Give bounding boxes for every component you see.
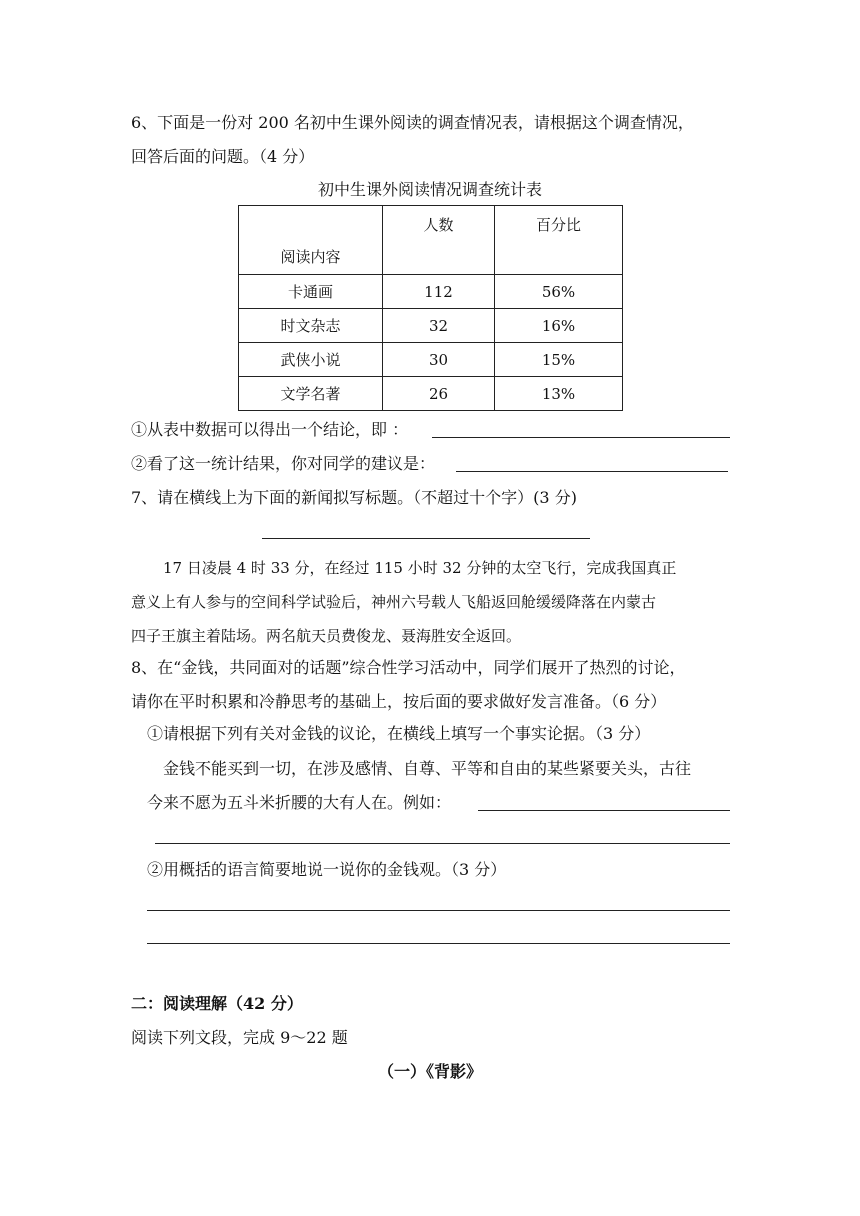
answer-line-q6-2[interactable] [456,471,728,472]
row-percent: 56% [495,275,623,309]
q7-news-line2: 意义上有人参与的空间科学试验后，神州六号载人飞船返回舱缓缓降落在内蒙古 [131,593,657,611]
row-count: 32 [383,309,495,343]
table-header-row [239,206,623,275]
q8-prompt-line1: 8、在“金钱，共同面对的话题”综合性学习活动中，同学们展开了热烈的讨论， [131,658,686,677]
section2-title: 二：阅读理解（42 分） [131,994,303,1013]
q6-sub2: ②看了这一统计结果，你对同学的建议是： [131,454,436,473]
q6-sub1: ①从表中数据可以得出一个结论，即 ： [131,420,409,439]
table-row [239,275,623,309]
row-count: 112 [383,275,495,309]
row-content: 武侠小说 [239,343,383,377]
q7-news-line3: 四子王旗主着陆场。两名航天员费俊龙、聂海胜安全返回。 [131,627,522,645]
header-cell-count [383,206,495,275]
reading-survey-table [238,205,623,411]
answer-line-q8-1a[interactable] [478,810,730,811]
answer-line-q8-1b[interactable] [155,843,730,844]
row-count: 26 [383,377,495,411]
row-content: 文学名著 [239,377,383,411]
q7-news-line1: 17 日凌晨 4 时 33 分，在经过 115 小时 32 分钟的太空飞行，完成我国真正 [163,559,677,577]
table-row [239,343,623,377]
row-percent: 16% [495,309,623,343]
answer-line-q6-1[interactable] [432,437,730,438]
q8-quote-line2: 今来不愿为五斗米折腰的大有人在。例如： [147,793,452,812]
row-content: 时文杂志 [239,309,383,343]
table-row [239,309,623,343]
table-row [239,377,623,411]
passage-title: （一）《背影》 [377,1062,482,1081]
table-title: 初中生课外阅读情况调查统计表 [317,180,542,199]
header-count-label: 人数 [423,216,454,234]
section2-instruction: 阅读下列文段，完成 9～22 题 [131,1028,348,1047]
answer-line-q8-2a[interactable] [147,910,730,911]
q8-sub2: ②用概括的语言简要地说一说你的金钱观。（3 分） [147,860,507,879]
row-count: 30 [383,343,495,377]
answer-line-q8-2b[interactable] [147,943,730,944]
q8-prompt-line2: 请你在平时积累和冷静思考的基础上，按后面的要求做好发言准备。（6 分） [131,692,667,711]
q8-quote-line1: 金钱不能买到一切，在涉及感情、自尊、平等和自由的某些紧要关头，古往 [163,759,692,778]
header-cell-percent [495,206,623,275]
q7-prompt: 7、请在横线上为下面的新闻拟写标题。（不超过十个字）(3 分) [131,488,577,507]
header-percent-label: 百分比 [535,216,581,234]
header-cell-content [239,206,383,275]
answer-line-q7-title[interactable] [262,538,590,539]
row-percent: 15% [495,343,623,377]
header-content-label: 阅读内容 [280,248,341,266]
q6-prompt-line1: 6、下面是一份对 200 名初中生课外阅读的调查情况表，请根据这个调查情况， [131,113,694,132]
row-percent: 13% [495,377,623,411]
q6-prompt-line2: 回答后面的问题。（4 分） [131,147,315,166]
q8-sub1: ①请根据下列有关对金钱的议论，在横线上填写一个事实论据。（3 分） [147,724,651,743]
row-content: 卡通画 [239,275,383,309]
